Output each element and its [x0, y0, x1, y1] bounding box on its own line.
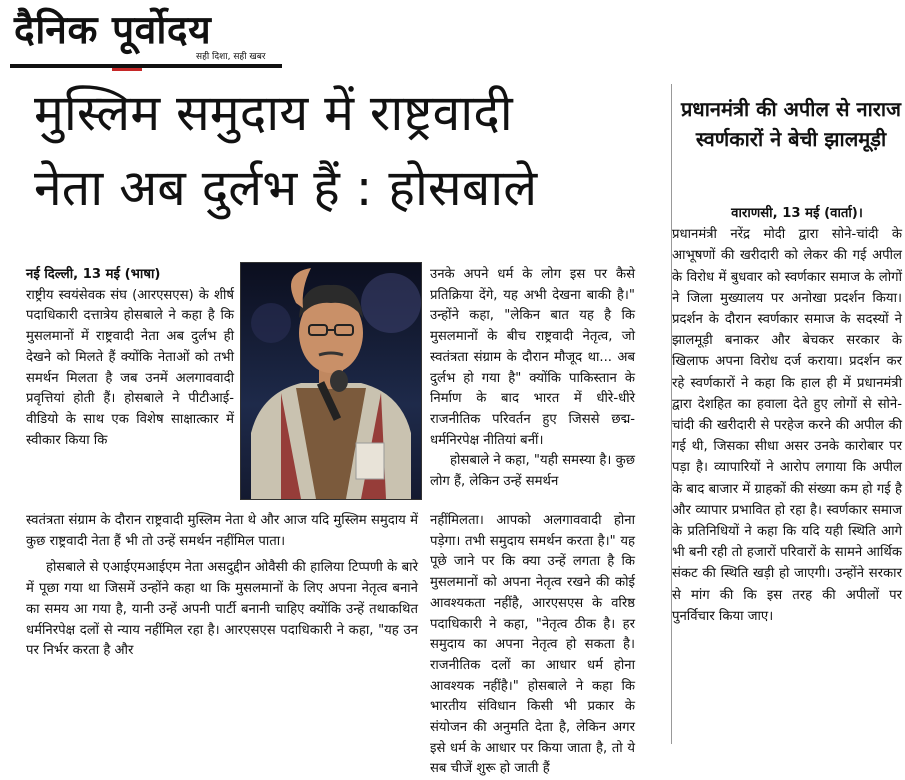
masthead-title: दैनिक पूर्वोदय — [14, 8, 212, 53]
article-col1-text: राष्ट्रीय स्वयंसेवक संघ (आरएसएस) के शीर्ष पदाधिकारी दत्तात्रेय होसबाले ने कहा है कि मुसलमानों में राष्ट्रवादी नेता अब दुर्लभ ही देखने को मिलते हैं क्योंकि नेताओं को तभी समर्थन मिलता है जब उनमें अलगाववादी प्रवृत्तियां होती हैं। होसबाले ने पीटीआई-वीडियो के साथ एक विशेष साक्षात्कार में स्वीकार किया कि — [26, 287, 234, 448]
article-col2-para3: नहींमिलता। आपको अलगाववादी होना पड़ेगा। तभी समुदाय समर्थन करता है।" यह पूछे जाने पर कि क्या उन्हें लगता है कि मुसलमानों को अपना नेतृत्व रखने की कोई आवश्यकता नहींहै, आरएसएस के वरिष्ठ पदाधिकारी ने कहा, "नेतृत्व ठीक है। हर समुदाय का अपना नेतृत्व हो सकता है। राजनीतिक दलों का आधार धर्म होना आवश्यक नहींहै।" होसबाले ने कहा कि भारतीय संविधान किसी भी प्रकार के संयोजन की अनुमति देता है, लेकिन अगर इसे धर्म के आधार पर किया जाता है, तो ये सब चीजें शुरू हो जाती हैं — [430, 513, 635, 777]
speaker-photo — [240, 262, 422, 500]
masthead-rule — [10, 64, 282, 68]
article-left-lower — [26, 511, 418, 662]
headline-line-2: नेता अब दुर्लभ हैं : होसबाले — [34, 159, 538, 217]
speaker-illustration — [241, 263, 421, 499]
headline-line-1: मुस्लिम समुदाय में राष्ट्रवादी — [34, 84, 513, 142]
masthead-tagline: सही दिशा, सही खबर — [196, 52, 266, 62]
article-wide-para1: स्वतंत्रता संग्राम के दौरान राष्ट्रवादी मुस्लिम नेता थे और आज यदि मुस्लिम समुदाय में कुछ राष्ट्रवादी नेता हैं भी तो उन्हें समर्थन नहींमिल पाता। — [26, 513, 418, 549]
article-column-1 — [26, 265, 234, 451]
side-story-text: प्रधानमंत्री नरेंद्र मोदी द्वारा सोने-चांदी के आभूषणों की खरीदारी को लेकर की गई अपील के विरोध में बुधवार को स्वर्णकार समाज के लोगों ने जिला मुख्यालय पर अनोखा प्रदर्शन किया। प्रदर्शन के दौरान स्वर्णकार समाज के सदस्यों ने झालमूड़ी बनाकर और बेचकर सरकार के खिलाफ अपना विरोध दर्ज कराया। प्रदर्शन कर रहे स्वर्णकारों ने कहा कि हाल ही में प्रधानमंत्री द्वारा देशहित का हवाला देते हुए लोगों से सोने-चांदी की खरीदारी से परहेज करने की अपील की गई थी, जिसका सीधा असर उनके कारोबार पर पड़ा है। व्यापारियों ने आरोप लगाया कि अपील के बाद बाजार में ग्राहकों की संख्या कम हो गई है और व्यापार प्रभावित हो रहा है। स्वर्णकार समाज के प्रतिनिधियों ने कहा कि यदि यही स्थिति आगे भी बनी रही तो हजारों परिवारों के सामने आर्थिक संकट की स्थिति खड़ी हो जाएगी। उन्होंने सरकार से मांग की कि इस तरह की अपीलों पर पुनर्विचार किया जाए। — [672, 227, 902, 624]
article-col2-para2: होसबाले ने कहा, "यही समस्या है। कुछ लोग हैं, लेकिन उन्हें समर्थन — [430, 453, 635, 490]
side-story-body — [672, 203, 902, 627]
article-dateline: नई दिल्ली, 13 मई (भाषा) — [26, 267, 161, 282]
article-col2-para1: उनके अपने धर्म के लोग इस पर कैसे प्रतिक्रिया देंगे, यह अभी देखना बाकी है।" उन्होंने कहा, "लेकिन बात यह है कि मुसलमानों के बीच राष्ट्रवादी नेतृत्व, जो स्वतंत्रता संग्राम के दौरान मौजूद था... अब दुर्लभ हो गया है" क्योंकि पाकिस्तान के निर्माण के बाद भारत में धीरे-धीरे राजनीतिक परिवर्तन हुए जिससे छद्म-धर्मनिरपेक्ष नीतियां बनीं। — [430, 267, 635, 448]
article-wide-para2: होसबाले से एआईएमआईएम नेता असदुद्दीन ओवैसी की हालिया टिप्पणी के बारे में पूछा गया था जिसमें उन्होंने कहा था कि मुसलमानों के लिए अपना नेतृत्व बनाने का समय आ गया है, यानी उन्हें अपनी पार्टी बनानी चाहिए क्योंकि उन्हें तथाकथित धर्मनिरपेक्ष दलों से न्याय नहींमिल रहा है। आरएसएस पदाधिकारी ने कहा, "यह उन पर निर्भर करता है और — [26, 560, 418, 659]
article-column-2-lower — [430, 511, 635, 780]
side-story-headline: प्रधानमंत्री की अपील से नाराज स्वर्णकारों ने बेची झालमूड़ी — [681, 97, 901, 151]
side-story-dateline: वाराणसी, 13 मई (वार्ता)। — [731, 206, 863, 221]
masthead-accent-bar — [112, 68, 142, 71]
main-headline — [34, 76, 654, 226]
article-column-2-upper — [430, 265, 635, 493]
